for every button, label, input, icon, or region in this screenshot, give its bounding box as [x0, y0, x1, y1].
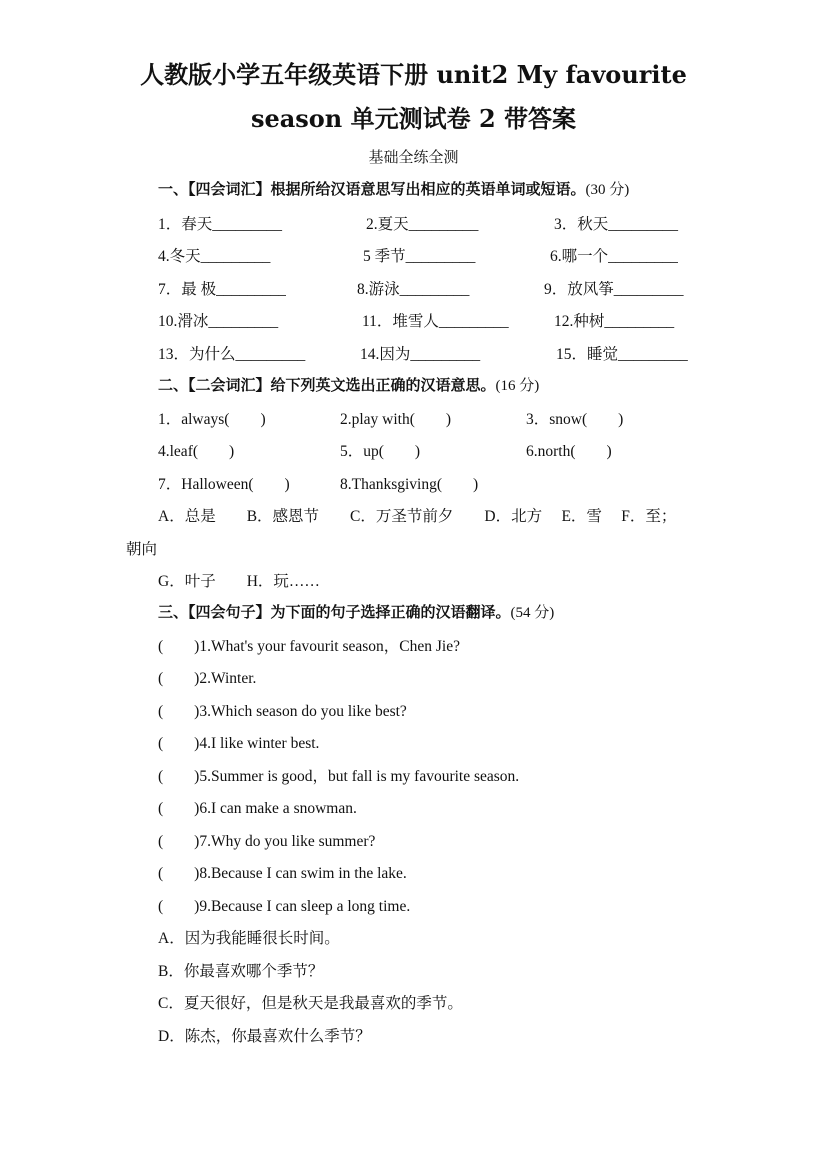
sentence-item: ( )4.I like winter best.	[158, 735, 320, 752]
sentence-item: ( )1.What's your favourit season，Chen Jie?	[158, 638, 460, 655]
word-item: 4.leaf( )	[158, 443, 235, 460]
translation-option: A．因为我能睡很长时间。	[158, 930, 340, 947]
translation-option: D．陈杰，你最喜欢什么季节？	[158, 1028, 371, 1045]
sentence-item: ( )6.I can make a snowman.	[158, 800, 357, 817]
vocab-item: 11．堆雪人_________	[362, 313, 509, 330]
section3-score: (54 分)	[510, 605, 555, 621]
vocab-item: 15．睡觉_________	[556, 346, 688, 363]
vocab-item: 13．为什么_________	[158, 346, 306, 363]
vocab-item: 2.夏天_________	[366, 216, 479, 233]
section3-heading-text: 三、【四会句子】为下面的句子选择正确的汉语翻译。	[158, 603, 511, 621]
section2-options-line1: A．总是 B．感恩节 C．万圣节前夕 D．北方 E．雪 F．至；	[158, 508, 677, 525]
word-item: 8.Thanksgiving( )	[340, 476, 479, 493]
section2-options-line1-wrap: 朝向	[126, 541, 158, 558]
sentence-item: ( )2.Winter.	[158, 670, 257, 687]
vocab-item: 7．最 极_________	[158, 281, 286, 298]
word-item: 7．Halloween( )	[158, 476, 290, 493]
section1-heading	[158, 178, 629, 199]
section3-heading	[158, 601, 554, 622]
word-item: 1．always( )	[158, 411, 266, 428]
section2-score: (16 分)	[495, 378, 540, 394]
document-title-line2: season 单元测试卷 2 带答案	[250, 104, 577, 133]
vocab-item: 3．秋天_________	[554, 216, 679, 233]
section1-heading-text: 一、【四会词汇】根据所给汉语意思写出相应的英语单词或短语。	[158, 180, 586, 198]
vocab-item: 12.种树_________	[554, 313, 675, 330]
section2-heading-text: 二、【二会词汇】给下列英文选出正确的汉语意思。	[158, 376, 496, 394]
document-title-line1: 人教版小学五年级英语下册 unit2 My favourite	[140, 60, 687, 89]
sentence-item: ( )8.Because I can swim in the lake.	[158, 865, 407, 882]
vocab-item: 1．春天_________	[158, 216, 283, 233]
sentence-item: ( )5.Summer is good，but fall is my favourite season.	[158, 768, 520, 785]
sentence-item: ( )7.Why do you like summer?	[158, 833, 376, 850]
vocab-item: 14.因为_________	[360, 346, 481, 363]
word-item: 2.play with( )	[340, 411, 452, 428]
word-item: 3．snow( )	[526, 411, 624, 428]
word-item: 5．up( )	[340, 443, 421, 460]
translation-option: B．你最喜欢哪个季节？	[158, 963, 324, 980]
document-subtitle: 基础全练全测	[368, 148, 459, 166]
vocab-item: 5 季节_________	[363, 248, 476, 265]
vocab-item: 8.游泳_________	[357, 281, 470, 298]
section2-options-line2: G．叶子 H．玩……	[158, 573, 320, 590]
sentence-item: ( )9.Because I can sleep a long time.	[158, 898, 411, 915]
vocab-item: 10.滑冰_________	[158, 313, 279, 330]
vocab-item: 4.冬天_________	[158, 248, 271, 265]
section2-heading	[158, 374, 539, 395]
word-item: 6.north( )	[526, 443, 612, 460]
sentence-item: ( )3.Which season do you like best?	[158, 703, 407, 720]
translation-option: C．夏天很好，但是秋天是我最喜欢的季节。	[158, 995, 463, 1012]
vocab-item: 9．放风筝_________	[544, 281, 684, 298]
vocab-item: 6.哪一个_________	[550, 248, 678, 265]
section1-score: (30 分)	[585, 182, 630, 198]
